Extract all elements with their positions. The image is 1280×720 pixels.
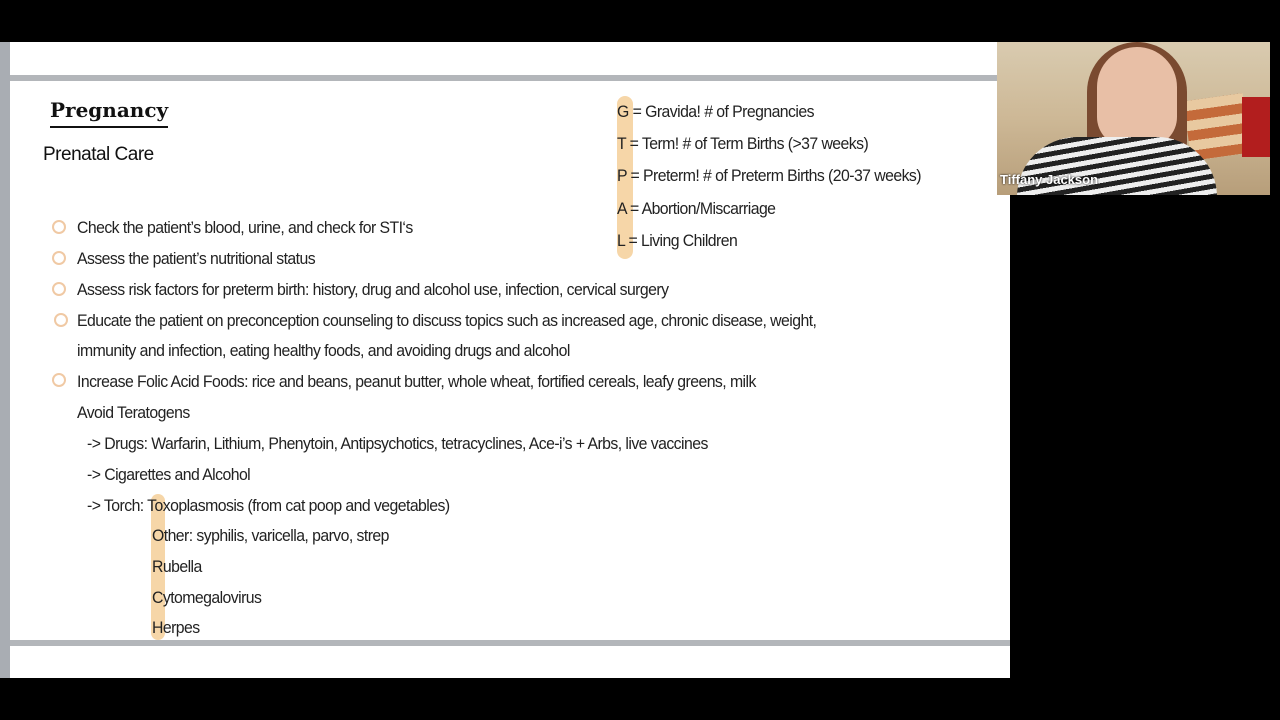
bullet-icon: [52, 373, 66, 387]
teratogen-item: -> Drugs: Warfarin, Lithium, Phenytoin, Antipsychotics, tetracyclines, Ace-i’s + Arbs, live vaccines: [87, 434, 708, 453]
torch-item: Herpes: [152, 618, 200, 637]
teratogen-item: -> Torch: Toxoplasmosis (from cat poop and vegetables): [87, 496, 450, 515]
page-divider: [10, 640, 1010, 646]
page-divider: [10, 75, 1010, 81]
participant-name: Tiffany Jackson: [1000, 172, 1099, 187]
list-item: Check the patient’s blood, urine, and check for STI‘s: [77, 218, 413, 237]
gtpal-item: G = Gravida! # of Pregnancies: [617, 102, 814, 121]
bullet-icon: [54, 313, 68, 327]
list-item: Assess the patient’s nutritional status: [77, 249, 316, 268]
list-item-continued: immunity and infection, eating healthy foods, and avoiding drugs and alcohol: [77, 341, 570, 360]
section-heading: Prenatal Care: [43, 144, 154, 165]
teratogen-item: -> Cigarettes and Alcohol: [87, 465, 251, 484]
bullet-icon: [52, 251, 66, 265]
bullet-icon: [52, 220, 66, 234]
teratogens-heading: Avoid Teratogens: [77, 403, 190, 422]
bullet-icon: [52, 282, 66, 296]
list-item: Assess risk factors for preterm birth: history, drug and alcohol use, infection, cervical surgery: [77, 280, 669, 299]
speaker-face: [1097, 47, 1177, 147]
pillow: [1242, 97, 1270, 157]
torch-item: Rubella: [152, 557, 202, 576]
torch-item: Cytomegalovirus: [152, 588, 262, 607]
gtpal-item: A = Abortion/Miscarriage: [617, 199, 776, 218]
page-margin: [0, 42, 10, 678]
list-item: Increase Folic Acid Foods: rice and beans, peanut butter, whole wheat, fortified cereals, leafy greens, milk: [77, 372, 756, 391]
list-item: Educate the patient on preconception counseling to discuss topics such as increased age, chronic disease, weight,: [77, 311, 817, 330]
gtpal-item: T = Term! # of Term Births (>37 weeks): [617, 134, 869, 153]
page-title: Pregnancy: [50, 98, 168, 128]
gtpal-item: P = Preterm! # of Preterm Births (20-37 weeks): [617, 166, 921, 185]
torch-item: Other: syphilis, varicella, parvo, strep: [152, 526, 389, 545]
gtpal-item: L = Living Children: [617, 231, 738, 250]
